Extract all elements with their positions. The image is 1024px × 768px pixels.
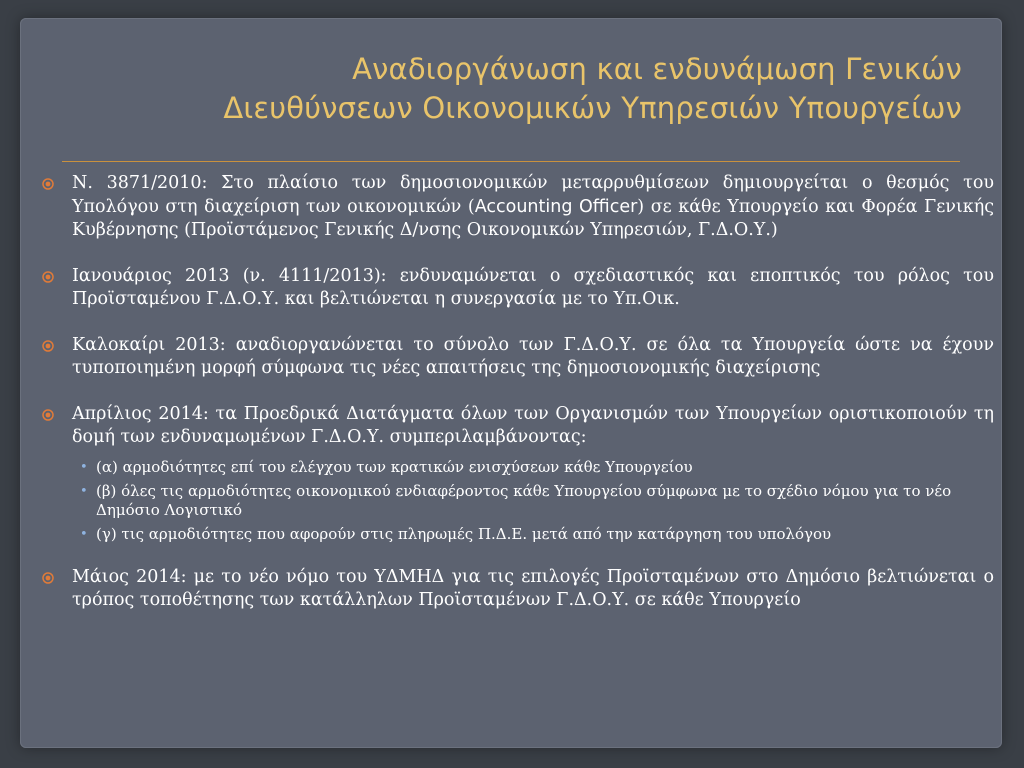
bullet-item-4 (42, 403, 994, 544)
circle-bullet-icon (42, 340, 54, 352)
bullet-item-2 (42, 265, 994, 312)
sub-bullet-item (72, 482, 994, 520)
sub-bullet-item (72, 458, 994, 477)
bullet-text-4: Απρίλιος 2014: τα Προεδρικά Διατάγματα όλων των Οργανισμών των Υπουργείων οριστικοποιούν τη δομή των ενδυναμωμένων Γ.Δ.Ο.Υ. συμπεριλαμβάνοντας: (72, 403, 994, 447)
dot-bullet-icon: • (80, 459, 88, 475)
dot-bullet-icon: • (80, 526, 88, 542)
bullet-text-2: Ιανουάριος 2013 (ν. 4111/2013): ενδυναμώνεται ο σχεδιαστικός και εποπτικός του ρόλος του Προϊσταμένου Γ.Δ.Ο.Υ. και βελτιώνεται η συνεργασία με το Υπ.Οικ. (72, 265, 994, 309)
dot-bullet-icon: • (80, 483, 88, 499)
circle-bullet-icon (42, 271, 54, 283)
circle-bullet-icon (42, 572, 54, 584)
sub-bullet-text-c: (γ) τις αρμοδιότητες που αφορούν στις πληρωμές Π.Δ.Ε. μετά από την κατάργηση του υπολόγου (96, 524, 832, 543)
sub-bullet-text-b: (β) όλες τις αρμοδιότητες οικονομικού ενδιαφέροντος κάθε Υπουργείου σύμφωνα με το σχέδιο νόμου για το νέο Δημόσιο Λογιστικό (96, 481, 952, 519)
bullet-text-5: Μάιος 2014: με το νέο νόμο του ΥΔΜΗΔ για τις επιλογές Προϊσταμένων στο Δημόσιο βελτιώνεται ο τρόπος τοποθέτησης των κατάλληλων Προϊσταμένων Γ.Δ.Ο.Υ. σε κάθε Υπουργείο (72, 566, 994, 610)
circle-bullet-icon (42, 178, 54, 190)
bullet-item-1 (42, 172, 994, 243)
circle-bullet-icon (42, 409, 54, 421)
bullet-text-1-en: Accounting Officer (474, 196, 638, 217)
sub-bullet-item (72, 525, 994, 544)
sub-bullet-list (72, 458, 994, 544)
title-line-2: Διευθύνσεων Οικονομικών Υπηρεσιών Υπουργείων (223, 91, 962, 125)
slide-title (40, 50, 962, 128)
bullet-item-5 (42, 566, 994, 613)
bullet-item-3 (42, 334, 994, 381)
bullet-text-1a: Ν. 3871/2010: Στο πλαίσιο των δημοσιονομικών μεταρρυθμίσεων δημιουργείται ο θεσμός του Υπολόγου στη διαχείριση των οικονομικών ( (72, 173, 994, 217)
title-line-1: Αναδιοργάνωση και ενδυνάμωση Γενικών (352, 52, 962, 86)
bullet-text-1b: ) σε κάθε Υπουργείο και Φορέα Γενικής Κυβέρνησης (Προϊστάμενος Γενικής Δ/νσης Οικονομικών Υπηρεσιών, Γ.Δ.Ο.Υ.) (72, 196, 994, 240)
title-underline (62, 161, 960, 162)
bullet-text-3: Καλοκαίρι 2013: αναδιοργανώνεται το σύνολο των Γ.Δ.Ο.Υ. σε όλα τα Υπουργεία ώστε να έχουν τυποποιημένη μορφή σύμφωνα τις νέες απαιτήσεις της δημοσιονομικής διαχείρισης (72, 334, 994, 378)
sub-bullet-text-a: (α) αρμοδιότητες επί του ελέγχου των κρατικών ενισχύσεων κάθε Υπουργείου (96, 457, 693, 476)
bullet-list (42, 172, 994, 635)
